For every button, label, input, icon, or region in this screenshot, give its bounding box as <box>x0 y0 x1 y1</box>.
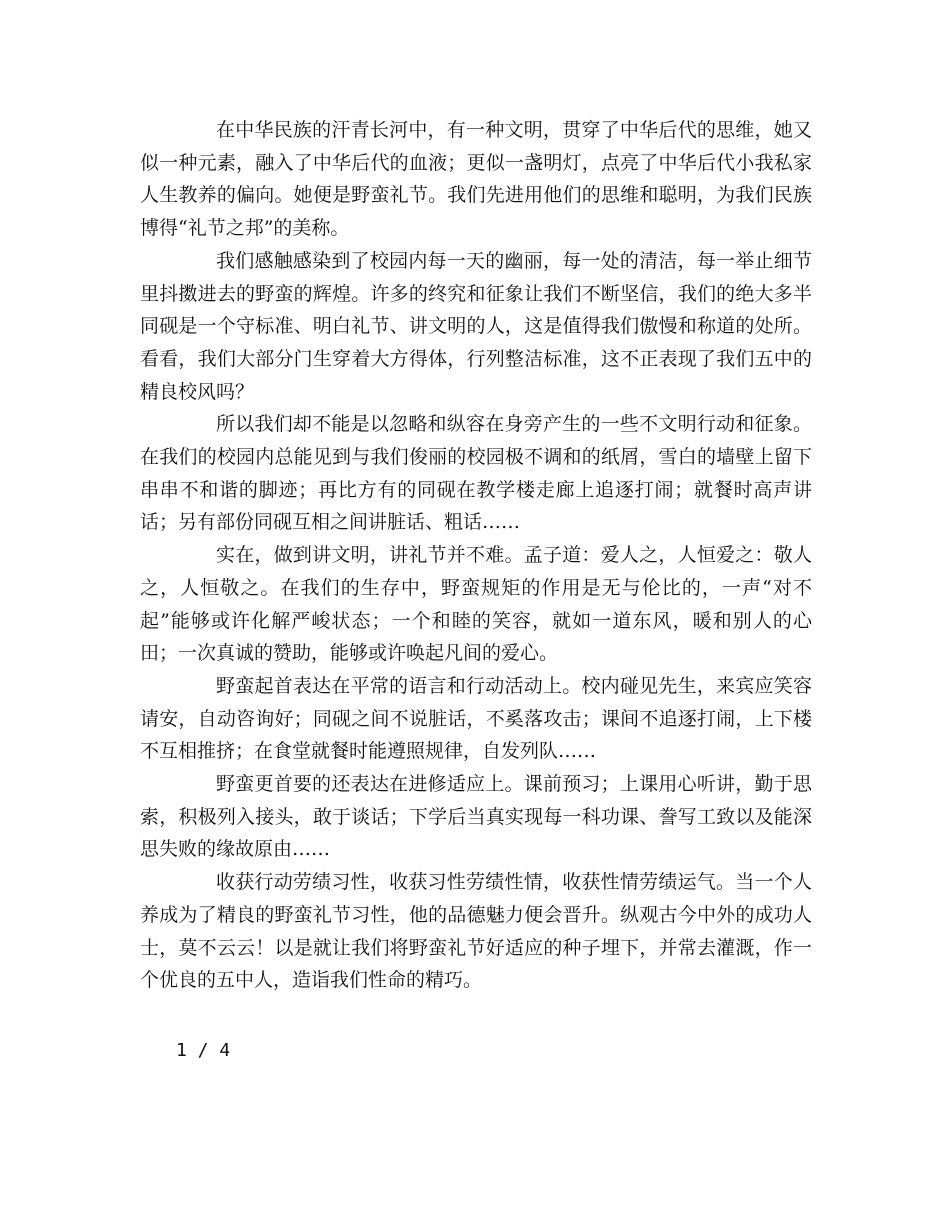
paragraph-2: 我们感触感染到了校园内每一天的幽丽，每一处的清洁，每一举止细节里抖擞进去的野蛮的辉煌。许多的终究和征象让我们不断坚信，我们的绝大多半同砚是一个守标准、明白礼节、讲文明的人，这是值得我们傲慢和称道的处所。看看，我们大部分门生穿着大方得体，行列整洁标准，这不正表现了我们五中的精良校风吗？ <box>140 249 812 403</box>
page-number: 1 / 4 <box>176 1040 231 1061</box>
document-body <box>140 114 812 997</box>
paragraph-1: 在中华民族的汗青长河中，有一种文明，贯穿了中华后代的思维，她又似一种元素，融入了中华后代的血液；更似一盏明灯，点亮了中华后代小我私家人生教养的偏向。她便是野蛮礼节。我们先进用他们的思维和聪明，为我们民族博得“礼节之邦”的美称。 <box>140 119 812 240</box>
paragraph-5: 野蛮起首表达在平常的语言和行动活动上。校内碰见先生，来宾应笑容请安，自动咨询好；同砚之间不说脏话，不奚落攻击；课间不追逐打闹，上下楼不互相推挤；在食堂就餐时能遵照规律，自发列队…… <box>140 674 812 763</box>
paragraph-3: 所以我们却不能是以忽略和纵容在身旁产生的一些不文明行动和征象。在我们的校园内总能见到与我们俊丽的校园极不调和的纸屑，雪白的墙壁上留下串串不和谐的脚迹；再比方有的同砚在教学楼走廊上追逐打闹；就餐时高声讲话；另有部份同砚互相之间讲脏话、粗话…… <box>140 413 812 534</box>
paragraph-4: 实在，做到讲文明，讲礼节并不难。孟子道：爱人之，人恒爱之：敬人之，人恒敬之。在我们的生存中，野蛮规矩的作用是无与伦比的，一声“对不起”能够或许化解严峻状态；一个和睦的笑容，就如一道东风，暖和别人的心田；一次真诚的赞助，能够或许唤起凡间的爱心。 <box>140 544 812 665</box>
paragraph-6: 野蛮更首要的还表达在进修适应上。课前预习；上课用心听讲，勤于思索，积极列入接头，敢于谈话；下学后当真实现每一科功课、誊写工致以及能深思失败的缘故原由…… <box>140 773 812 861</box>
paragraph-7: 收获行动劳绩习性，收获习性劳绩性情，收获性情劳绩运气。当一个人养成为了精良的野蛮礼节习性，他的品德魅力便会晋升。纵观古今中外的成功人士，莫不云云！以是就让我们将野蛮礼节好适应的种子埋下，并常去灌溉，作一个优良的五中人，造诣我们性命的精巧。 <box>140 871 812 992</box>
